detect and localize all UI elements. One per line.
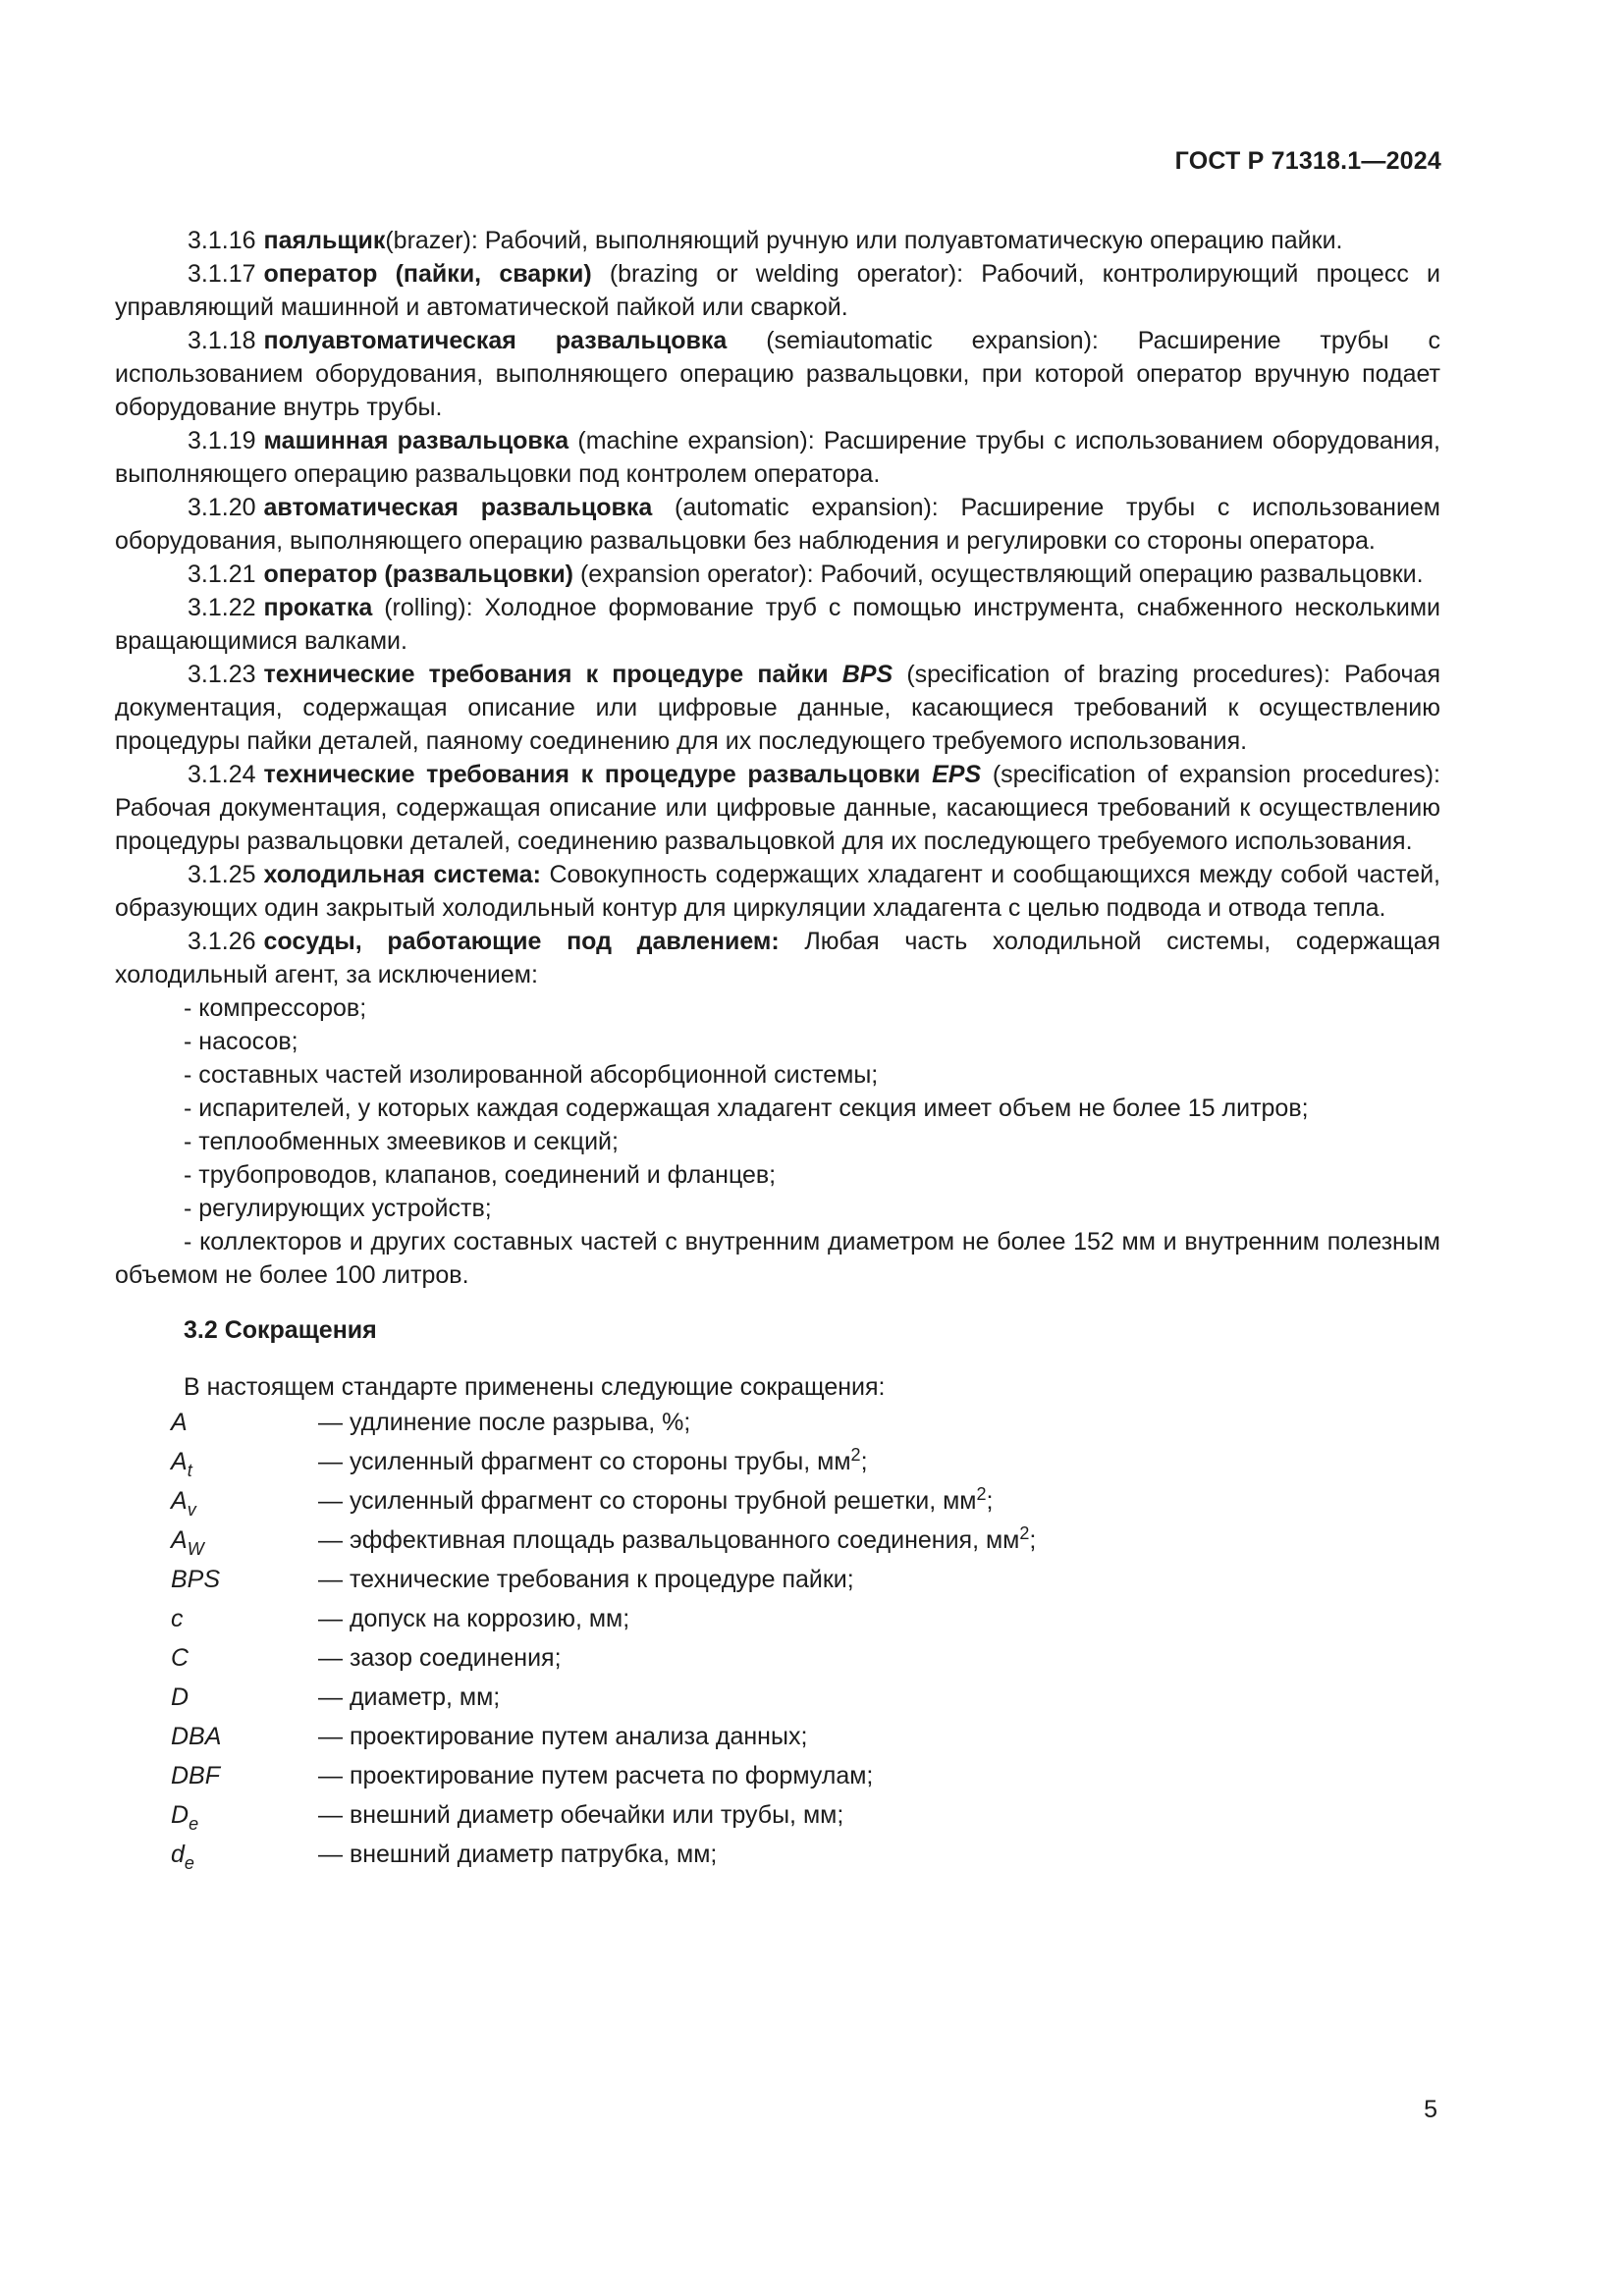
section-intro: В настоящем стандарте применены следующие сокращения: (184, 1373, 886, 1401)
abbreviation-row (171, 1443, 1036, 1482)
exclusion-item: - составных частей изолированной абсорбционной системы; (184, 1061, 879, 1089)
abbreviation-symbol: $D_e$ (171, 1801, 199, 1834)
symbol-subscript: t (187, 1461, 192, 1480)
term-text: Рабочая документация, содержащая описание или цифровые данные, касающиеся требований к осуществлению процедуры развальцовки деталей, соединению развальцовкой для их последующего требуемого использования. (115, 794, 1440, 855)
abbreviation-description: — внешний диаметр обечайки или трубы, мм; (318, 1801, 844, 1829)
term-definition (115, 424, 1440, 491)
abbreviation-symbol: D (171, 1683, 189, 1711)
abbreviation-row (171, 1561, 1036, 1600)
term-text: Расширение трубы с использованием оборудования, выполняющего операцию развальцовки под контролем оператора. (115, 427, 1441, 488)
term-name: автоматическая развальцовка (263, 494, 653, 521)
section-title: 3.2 Сокращения (184, 1316, 377, 1344)
abbreviation-description: — эффективная площадь развальцованного соединения, $мм^2$; (318, 1523, 1037, 1554)
term-english: (rolling): (372, 594, 485, 621)
abbreviation-description: — диаметр, мм; (318, 1683, 501, 1711)
term-text: Рабочий, осуществляющий операцию развальцовки. (820, 561, 1424, 588)
exclusion-item: - регулирующих устройств; (184, 1195, 492, 1222)
term-name: сосуды, работающие под давлением: (263, 928, 780, 955)
abbreviation-symbol: $A_v$ (171, 1487, 196, 1520)
term-number: 3.1.25 (188, 861, 256, 888)
term-number: 3.1.22 (188, 594, 256, 621)
exclusion-item: - испарителей, у которых каждая содержащая хладагент секция имеет объем не более 15 литров; (184, 1095, 1309, 1122)
term-name: холодильная система: (263, 861, 541, 888)
abbreviation-row (171, 1679, 1036, 1718)
term-name: оператор (пайки, сварки) (263, 260, 592, 288)
abbreviation-description: — усиленный фрагмент со стороны трубы, $мм^2$; (318, 1445, 868, 1475)
abbreviation-symbol: A (171, 1409, 188, 1436)
term-text: Расширение трубы с использованием оборудования, выполняющего операцию развальцовки без наблюдения и регулировки со стороны оператора. (115, 494, 1440, 555)
abbreviation-description: — проектирование путем анализа данных; (318, 1723, 808, 1750)
term-english: (brazing or welding operator): (591, 260, 982, 288)
abbreviation-symbol: DBF (171, 1762, 220, 1789)
term-name: паяльщик (263, 227, 386, 254)
page-content (115, 224, 1440, 1875)
term-number: 3.1.19 (188, 427, 256, 454)
term-text: Совокупность содержащих хладагент и сообщающихся между собой частей, образующих один закрытый холодильный контур для циркуляции хладагента с целью подвода и отвода тепла. (115, 861, 1440, 922)
term-definition (115, 925, 1440, 991)
abbreviation-description: — технические требования к процедуре пайки; (318, 1566, 854, 1593)
abbreviation-row (171, 1404, 1036, 1443)
terms-list (115, 224, 1440, 991)
term-definition (115, 491, 1440, 558)
term-name: оператор (развальцовки) (263, 561, 574, 588)
term-text: Рабочий, выполняющий ручную или полуавтоматическую операцию пайки. (484, 227, 1343, 254)
term-english: (specification of brazing procedures): (893, 661, 1345, 688)
abbreviation-row (171, 1522, 1036, 1561)
term-english: (brazer): (385, 227, 485, 254)
unit-superscript: 2 (850, 1445, 861, 1465)
abbreviations-table (171, 1404, 1036, 1875)
term-english: (machine expansion): (568, 427, 824, 454)
abbreviation-description: — внешний диаметр патрубка, мм; (318, 1841, 718, 1868)
term-name: машинная развальцовка (263, 427, 569, 454)
abbreviation-symbol: c (171, 1605, 184, 1632)
term-definition (115, 758, 1440, 858)
term-text: Рабочий, контролирующий процесс и управляющий машинной и автоматической пайкой или сваркой. (115, 260, 1440, 321)
term-abbreviation: EPS (932, 761, 982, 788)
term-text: Любая часть холодильной системы, содержащая холодильный агент, за исключением: (115, 928, 1441, 988)
term-number: 3.1.26 (188, 928, 256, 955)
abbreviation-description: — зазор соединения; (318, 1644, 562, 1672)
term-text: Расширение трубы с использованием оборудования, выполняющего операцию развальцовки, при которой оператор вручную подает оборудование внутрь трубы. (115, 327, 1440, 421)
abbreviation-symbol: BPS (171, 1566, 221, 1593)
abbreviation-row (171, 1836, 1036, 1875)
term-number: 3.1.21 (188, 561, 256, 588)
term-definition (115, 257, 1440, 324)
term-definition (115, 224, 1440, 257)
symbol-subscript: W (187, 1539, 204, 1559)
document-header: ГОСТ Р 71318.1—2024 (1174, 147, 1441, 175)
exclusions-list (115, 991, 1440, 1292)
abbreviation-row (171, 1757, 1036, 1796)
term-name: прокатка (263, 594, 373, 621)
term-number: 3.1.17 (188, 260, 256, 288)
abbreviation-symbol: C (171, 1644, 189, 1672)
abbreviation-symbol: $A_t$ (171, 1448, 192, 1480)
symbol-subscript: v (187, 1500, 196, 1520)
term-english: (specification of expansion procedures): (981, 761, 1440, 788)
exclusion-item: - насосов; (184, 1028, 298, 1055)
unit-superscript: 2 (1019, 1523, 1030, 1543)
term-definition (115, 658, 1440, 758)
page-number: 5 (1424, 2096, 1437, 2123)
term-definition (115, 858, 1440, 925)
term-definition (115, 558, 1440, 591)
abbreviation-symbol: $A_W$ (171, 1526, 204, 1559)
exclusion-item: - трубопроводов, клапанов, соединений и фланцев; (184, 1161, 777, 1189)
abbreviation-description: — допуск на коррозию, мм; (318, 1605, 630, 1632)
abbreviation-description: — проектирование путем расчета по формулам; (318, 1762, 874, 1789)
term-english: (expansion operator): (573, 561, 821, 588)
abbreviation-row (171, 1718, 1036, 1757)
abbreviation-row (171, 1639, 1036, 1679)
abbreviation-row (171, 1482, 1036, 1522)
symbol-subscript: e (189, 1814, 199, 1834)
term-number: 3.1.18 (188, 327, 256, 354)
term-definition (115, 324, 1440, 424)
term-number: 3.1.23 (188, 661, 256, 688)
term-text: Рабочая документация, содержащая описание или цифровые данные, касающиеся требований к осуществлению процедуры пайки деталей, паяному соединению для их последующего требуемого использования. (115, 661, 1440, 755)
unit-superscript: 2 (976, 1484, 987, 1504)
term-name: технические требования к процедуре развальцовки (263, 761, 921, 788)
term-name: технические требования к процедуре пайки (263, 661, 829, 688)
abbreviation-description: — усиленный фрагмент со стороны трубной решетки, $мм^2$; (318, 1484, 994, 1515)
term-text: Холодное формование труб с помощью инструмента, снабженного несколькими вращающимися валками. (115, 594, 1441, 655)
abbreviation-row (171, 1796, 1036, 1836)
abbreviation-row (171, 1600, 1036, 1639)
term-number: 3.1.16 (188, 227, 256, 254)
term-english (780, 928, 805, 955)
symbol-subscript: e (184, 1853, 194, 1873)
exclusion-item: - коллекторов и других составных частей с внутренним диаметром не более 152 мм и внутренним полезным объемом не более 100 литров. (115, 1228, 1440, 1289)
term-number: 3.1.20 (188, 494, 256, 521)
term-english: (automatic expansion): (652, 494, 961, 521)
exclusion-item: - компрессоров; (184, 994, 367, 1022)
abbreviation-symbol: $d_e$ (171, 1841, 194, 1873)
term-number: 3.1.24 (188, 761, 256, 788)
term-definition (115, 591, 1440, 658)
term-name: полуавтоматическая развальцовка (263, 327, 728, 354)
abbreviation-symbol: DBA (171, 1723, 222, 1750)
abbreviation-description: — удлинение после разрыва, %; (318, 1409, 691, 1436)
exclusion-item: - теплообменных змеевиков и секций; (184, 1128, 619, 1155)
term-abbreviation: BPS (841, 661, 893, 688)
term-english: (semiautomatic expansion): (727, 327, 1138, 354)
